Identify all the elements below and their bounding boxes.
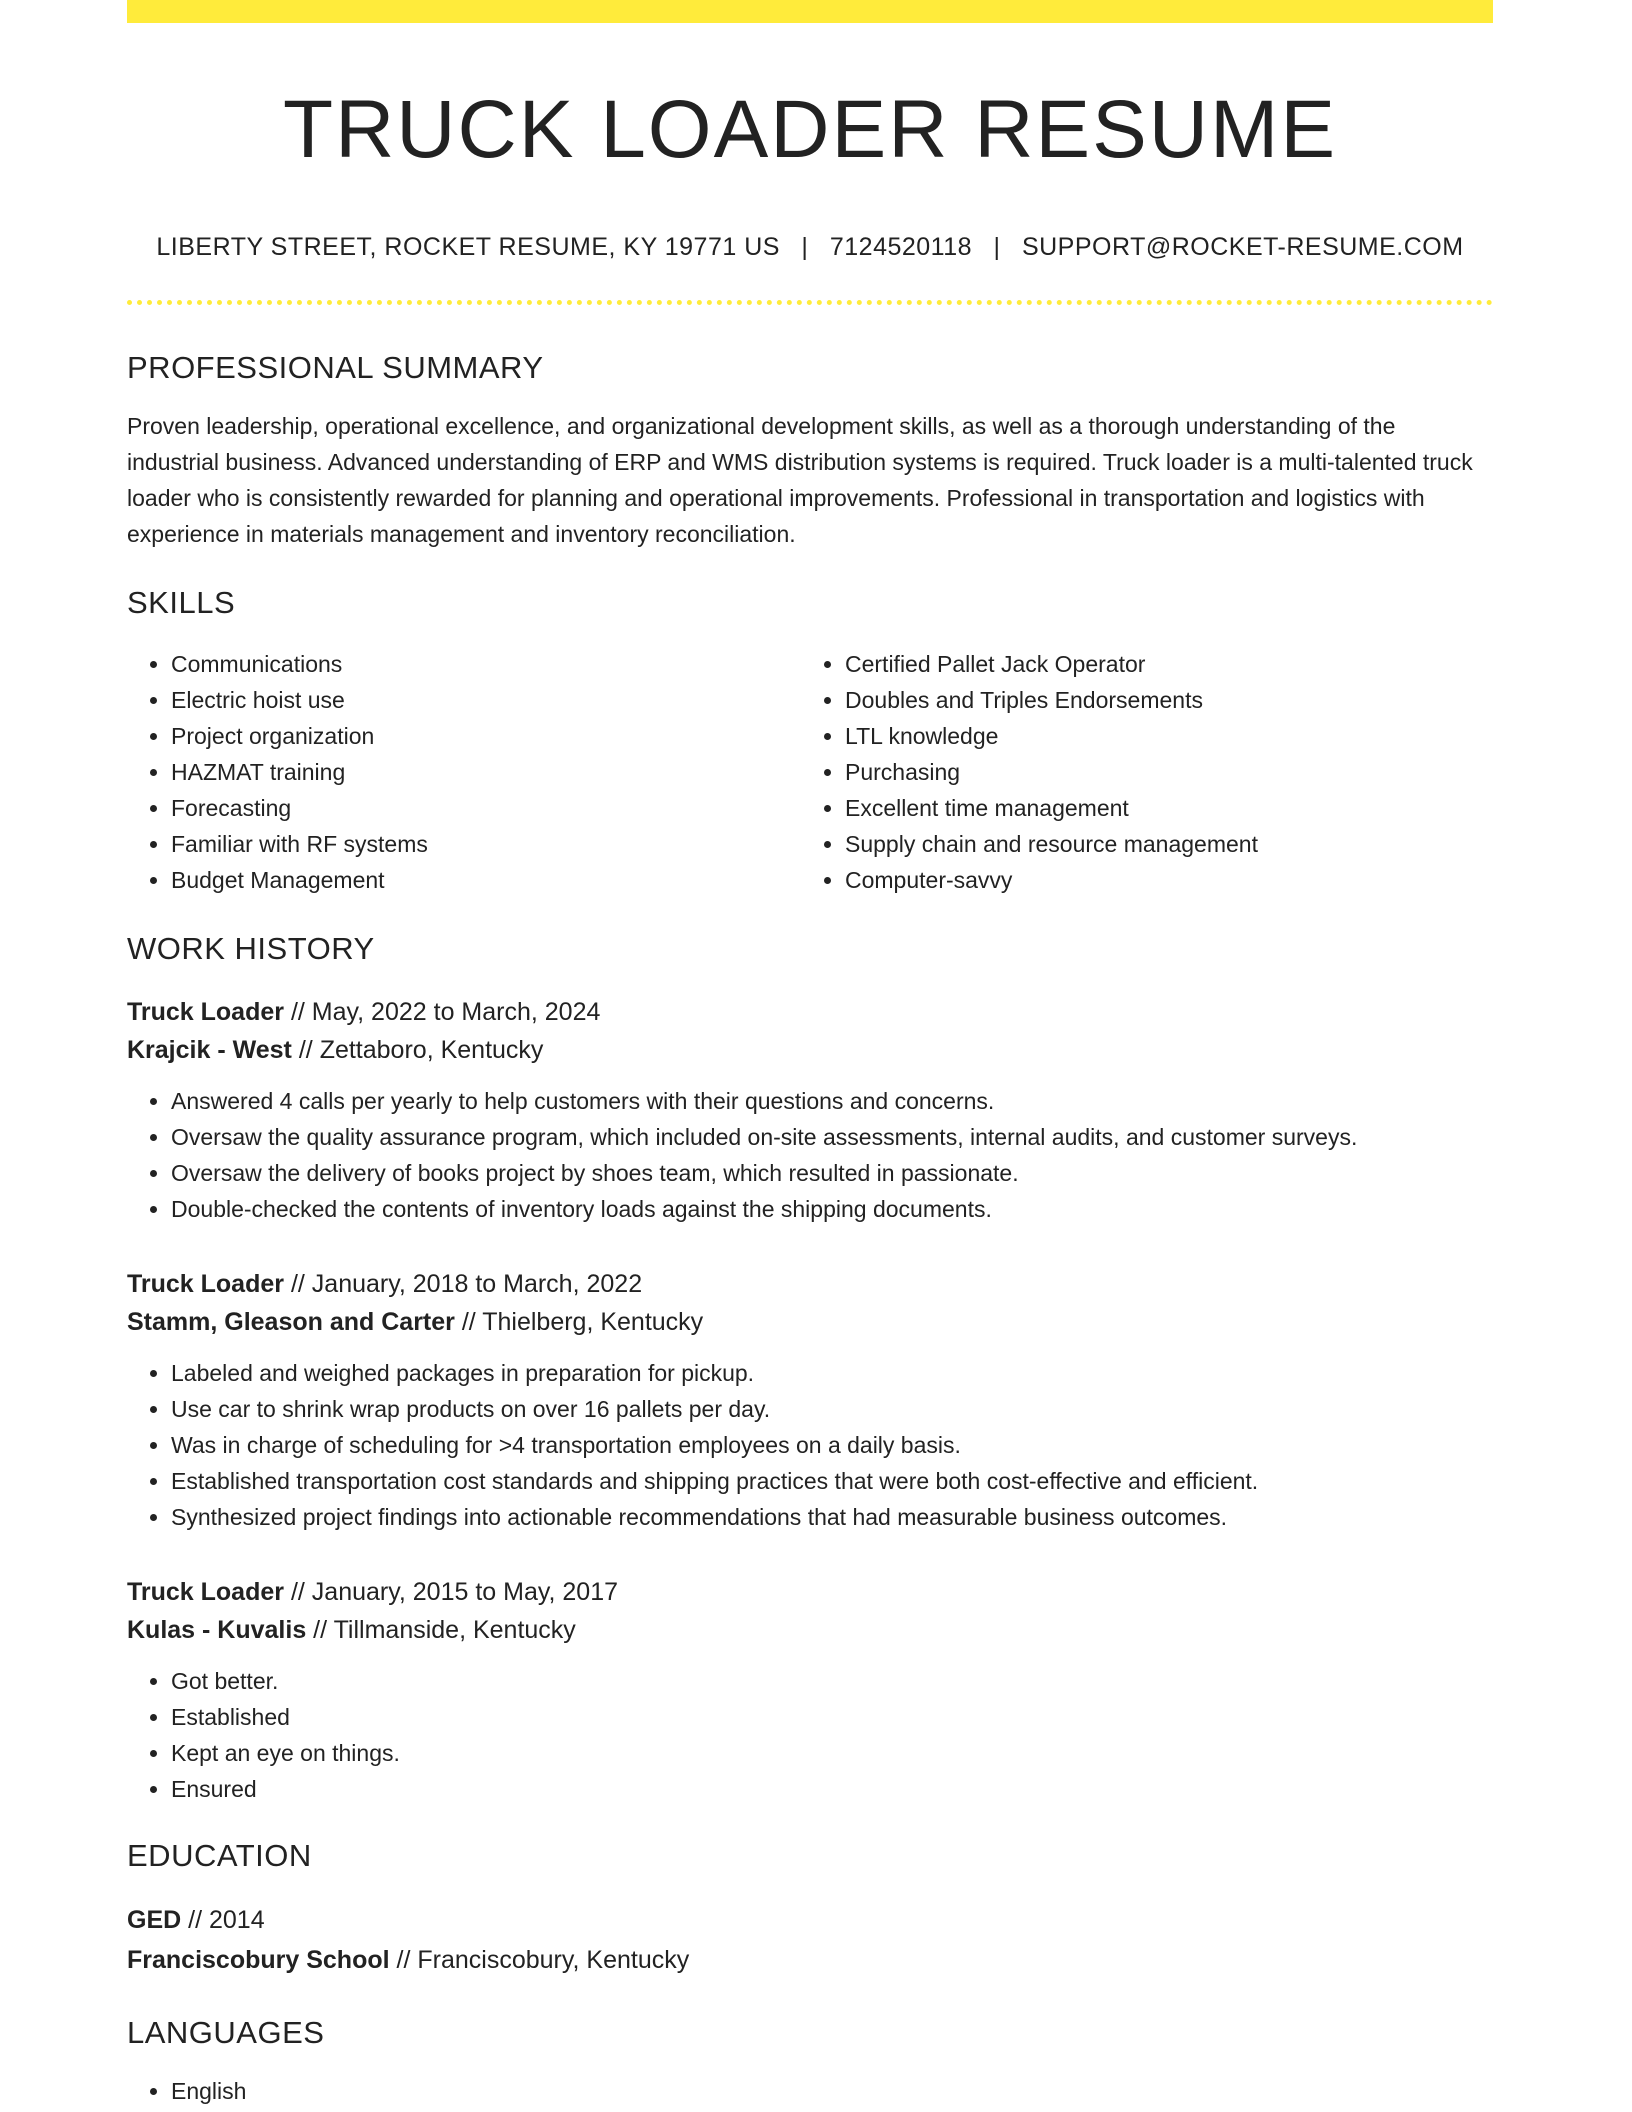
job-bullet: • Ensured (171, 1771, 1493, 1807)
summary-text: Proven leadership, operational excellence, and organizational development skills, as well as a thorough understanding of the industrial business. Advanced understanding of ERP and WMS distribution systems is required. Truck loader is a multi-talented truck loader who is consistently rewarded for planning and operational improvements. Professional in transportation and logistics with experience in materials management and inventory reconciliation. (127, 413, 1473, 548)
job-bullet: • Synthesized project findings into actionable recommendations that had measurable business outcomes. (171, 1499, 1493, 1535)
job-role: Truck Loader (127, 1577, 284, 1606)
education-heading: EDUCATION (127, 1837, 312, 1873)
contact-line (127, 233, 1493, 262)
education-year: 2014 (208, 1905, 265, 1934)
resume-page (127, 0, 1493, 2109)
skill-item: • Doubles and Triples Endorsements (845, 682, 1475, 718)
job-separator: // (284, 1269, 312, 1298)
skills-columns (127, 646, 1493, 898)
contact-separator: | (801, 233, 809, 262)
job-bullet: • Oversaw the quality assurance program, which included on-site assessments, internal audits, and customer surveys. (171, 1119, 1493, 1155)
job-separator: // (284, 997, 312, 1026)
job-separator: // (454, 1307, 483, 1336)
job-bullet: • Use car to shrink wrap products on over 16 pallets per day. (171, 1391, 1493, 1427)
skill-item: • Budget Management (171, 862, 801, 898)
job-bullet: • Was in charge of scheduling for >4 transportation employees on a daily basis. (171, 1427, 1493, 1463)
skill-item: • Familiar with RF systems (171, 826, 801, 862)
skill-item: • Communications (171, 646, 801, 682)
skill-item: • Purchasing (845, 754, 1475, 790)
contact-phone: 7124520118 (829, 233, 973, 262)
education-location: Franciscobury, Kentucky (417, 1945, 690, 1974)
education-separator: // (181, 1905, 209, 1934)
job-role-line (127, 993, 1493, 1031)
language-item: • English (171, 2073, 1493, 2109)
job-company: Stamm, Gleason and Carter (127, 1307, 455, 1336)
work-history-heading: WORK HISTORY (127, 930, 375, 966)
job-bullet: • Double-checked the contents of inventory loads against the shipping documents. (171, 1191, 1493, 1227)
job-location: Thielberg, Kentucky (482, 1307, 704, 1336)
job-role: Truck Loader (127, 997, 284, 1026)
job-entry (127, 1265, 1493, 1535)
job-separator: // (306, 1615, 334, 1644)
skill-item: • HAZMAT training (171, 754, 801, 790)
job-bullet: • Labeled and weighed packages in preparation for pickup. (171, 1355, 1493, 1391)
job-dates: January, 2018 to March, 2022 (311, 1269, 643, 1298)
languages-heading: LANGUAGES (127, 2014, 325, 2050)
skill-item: • Project organization (171, 718, 801, 754)
education-degree-line (127, 1900, 1493, 1940)
education-degree: GED (127, 1905, 182, 1934)
skill-item: • Forecasting (171, 790, 801, 826)
skills-heading: SKILLS (127, 585, 236, 621)
skill-item: • Excellent time management (845, 790, 1475, 826)
job-entry (127, 993, 1493, 1227)
header-divider (127, 300, 1493, 305)
contact-email: SUPPORT@ROCKET-RESUME.COM (1021, 233, 1464, 262)
summary-heading: PROFESSIONAL SUMMARY (127, 350, 544, 386)
languages-list (127, 2073, 1493, 2109)
education-school-line (127, 1940, 1493, 1980)
skill-item: • Computer-savvy (845, 862, 1475, 898)
job-company: Krajcik - West (127, 1035, 292, 1064)
skill-item: • LTL knowledge (845, 718, 1475, 754)
job-company-line (127, 1303, 1493, 1341)
job-bullet: • Answered 4 calls per yearly to help customers with their questions and concerns. (171, 1083, 1493, 1119)
job-bullet: • Kept an eye on things. (171, 1735, 1493, 1771)
resume-title: TRUCK LOADER RESUME (282, 84, 1338, 175)
job-company-line (127, 1611, 1493, 1649)
job-role-line (127, 1573, 1493, 1611)
job-location: Tillmanside, Kentucky (333, 1615, 576, 1644)
job-bullets (127, 1663, 1493, 1807)
job-bullet: • Oversaw the delivery of books project by shoes team, which resulted in passionate. (171, 1155, 1493, 1191)
job-separator: // (284, 1577, 312, 1606)
job-company: Kulas - Kuvalis (127, 1615, 307, 1644)
job-separator: // (291, 1035, 320, 1064)
job-bullets (127, 1083, 1493, 1227)
job-bullets (127, 1355, 1493, 1535)
skill-item: • Certified Pallet Jack Operator (845, 646, 1475, 682)
skill-item: • Electric hoist use (171, 682, 801, 718)
job-dates: May, 2022 to March, 2024 (311, 997, 601, 1026)
job-location: Zettaboro, Kentucky (319, 1035, 544, 1064)
contact-address: LIBERTY STREET, ROCKET RESUME, KY 19771 US (156, 233, 780, 262)
job-role-line (127, 1265, 1493, 1303)
education-separator: // (389, 1945, 418, 1974)
job-dates: January, 2015 to May, 2017 (311, 1577, 619, 1606)
job-bullet: • Established (171, 1699, 1493, 1735)
job-company-line (127, 1031, 1493, 1069)
job-bullet: • Established transportation cost standards and shipping practices that were both cost-effective and efficient. (171, 1463, 1493, 1499)
job-role: Truck Loader (127, 1269, 284, 1298)
skill-item: • Supply chain and resource management (845, 826, 1475, 862)
job-entry (127, 1573, 1493, 1807)
education-entry (127, 1900, 1493, 1980)
contact-separator: | (993, 233, 1001, 262)
accent-top-bar (127, 0, 1493, 23)
job-bullet: • Got better. (171, 1663, 1493, 1699)
education-school: Franciscobury School (127, 1945, 390, 1974)
skills-left-list (127, 646, 801, 898)
skills-right-list (801, 646, 1475, 898)
